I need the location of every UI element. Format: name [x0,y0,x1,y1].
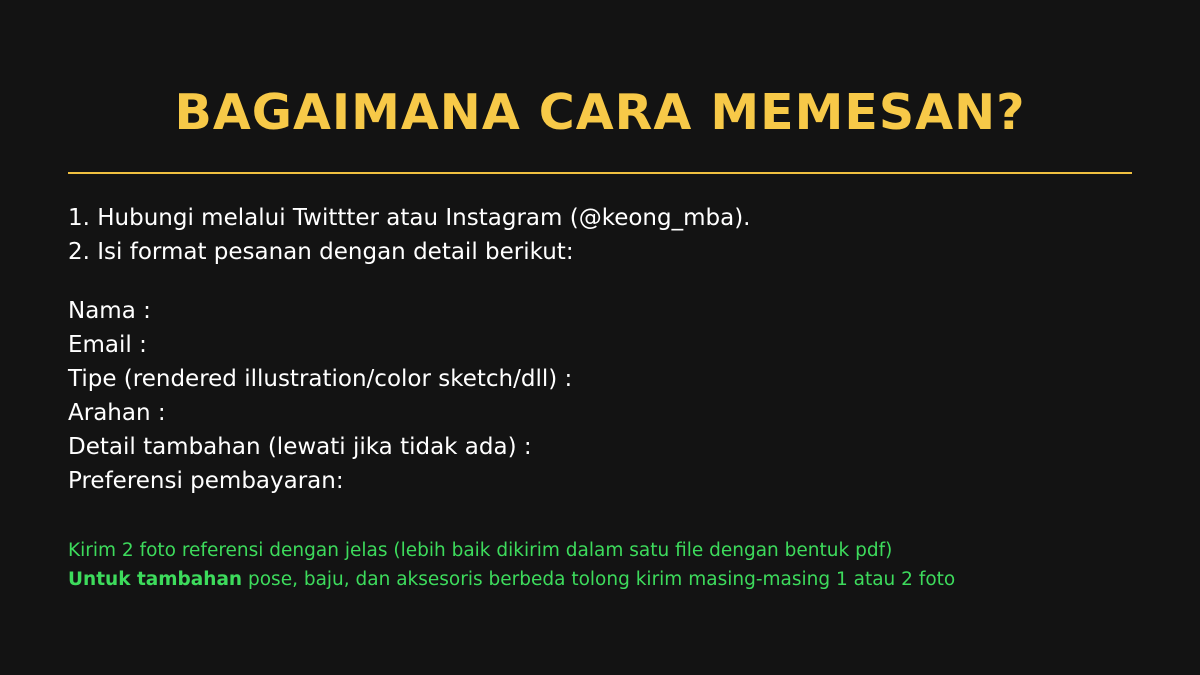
note-additional-rest: pose, baju, dan aksesoris berbeda tolong kirim masing-masing 1 atau 2 foto [242,569,956,590]
note-additional-bold: Untuk tambahan [68,569,243,590]
field-nama: Nama : [68,298,151,324]
field-tipe: Tipe (rendered illustration/color sketch/dll) : [68,366,573,392]
notes [68,536,955,594]
field-arahan: Arahan : [68,400,166,426]
step-item-2: 2. Isi format pesanan dengan detail berikut: [68,239,574,265]
field-email: Email : [68,332,147,358]
order-format-fields [68,294,572,498]
note-reference-photos: Kirim 2 foto referensi dengan jelas (lebih baik dikirim dalam satu file dengan bentuk pdf) [68,540,893,561]
field-detail-tambahan: Detail tambahan (lewati jika tidak ada) : [68,434,532,460]
steps-list [68,201,750,269]
slide-title: BAGAIMANA CARA MEMESAN? [174,84,1026,141]
field-preferensi-pembayaran: Preferensi pembayaran: [68,468,344,494]
title-divider [68,172,1132,174]
step-item-1: 1. Hubungi melalui Twittter atau Instagram (@keong_mba). [68,205,751,231]
note-additional [68,565,955,594]
